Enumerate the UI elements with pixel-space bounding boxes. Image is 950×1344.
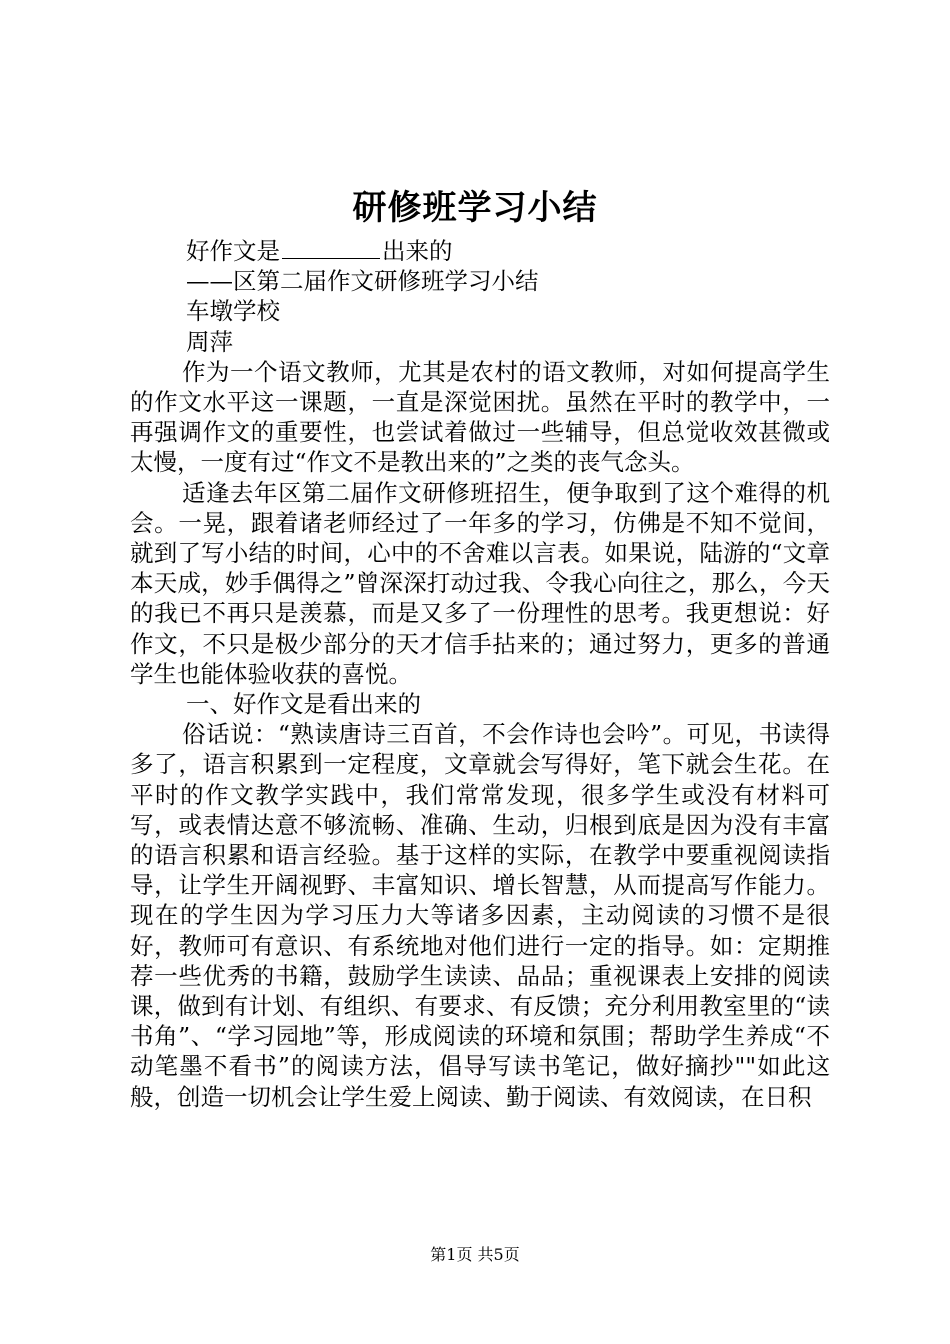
subtitle: ——区第二届作文研修班学习小结: [186, 267, 539, 296]
page-footer: 第1页 共5页: [430, 1245, 520, 1264]
document-body: [130, 236, 830, 1112]
heading-line-1-start: 好作文是: [186, 237, 280, 265]
section-heading-1: 一、好作文是看出来的: [186, 690, 421, 719]
author-name: 周萍: [186, 327, 233, 356]
fill-in-blank: [282, 238, 380, 259]
school-name: 车墩学校: [186, 297, 280, 326]
paragraph-2: 适逢去年区第二届作文研修班招生，便争取到了这个难得的机会。一晃，跟着诸老师经过了一年多的学习，仿佛是不知不觉间，就到了写小结的时间，心中的不舍难以言表。如果说，陆游的“文章本天成，妙手偶得之”曾深深打动过我、令我心向往之，那么，今天的我已不再只是羡慕，而是又多了一份理性的思考。我更想说：好作文，不只是极少部分的天才信手拈来的；通过努力，更多的普通学生也能体验收获的喜悦。: [130, 478, 830, 688]
paragraph-1: 作为一个语文教师，尤其是农村的语文教师，对如何提高学生的作文水平这一课题，一直是深觉困扰。虽然在平时的教学中，一再强调作文的重要性，也尝试着做过一些辅导，但总觉收效甚微或太慢，一度有过“作文不是教出来的”之类的丧气念头。: [130, 357, 830, 477]
paragraph-3: 俗话说：“熟读唐诗三百首，不会作诗也会吟”。可见，书读得多了，语言积累到一定程度，文章就会写得好，笔下就会生花。在平时的作文教学实践中，我们常常发现，很多学生或没有材料可写，或表情达意不够流畅、准确、生动，归根到底是因为没有丰富的语言积累和语言经验。基于这样的实际，在教学中要重视阅读指导，让学生开阔视野、丰富知识、增长智慧，从而提高写作能力。现在的学生因为学习压力大等诸多因素，主动阅读的习惯不是很好，教师可有意识、有系统地对他们进行一定的指导。如：定期推荐一些优秀的书籍，鼓励学生读读、品品；重视课表上安排的阅读课，做到有计划、有组织、有要求、有反馈；充分利用教室里的“读书角”、“学习园地”等，形成阅读的环境和氛围；帮助学生养成“不动笔墨不看书”的阅读方法，倡导写读书笔记，做好摘抄""如此这般，创造一切机会让学生爱上阅读、勤于阅读、有效阅读，在日积: [130, 720, 830, 1111]
heading-line-1-end: 出来的: [382, 237, 453, 265]
document-title: 研修班学习小结: [352, 188, 598, 228]
heading-line-1: [130, 236, 830, 266]
